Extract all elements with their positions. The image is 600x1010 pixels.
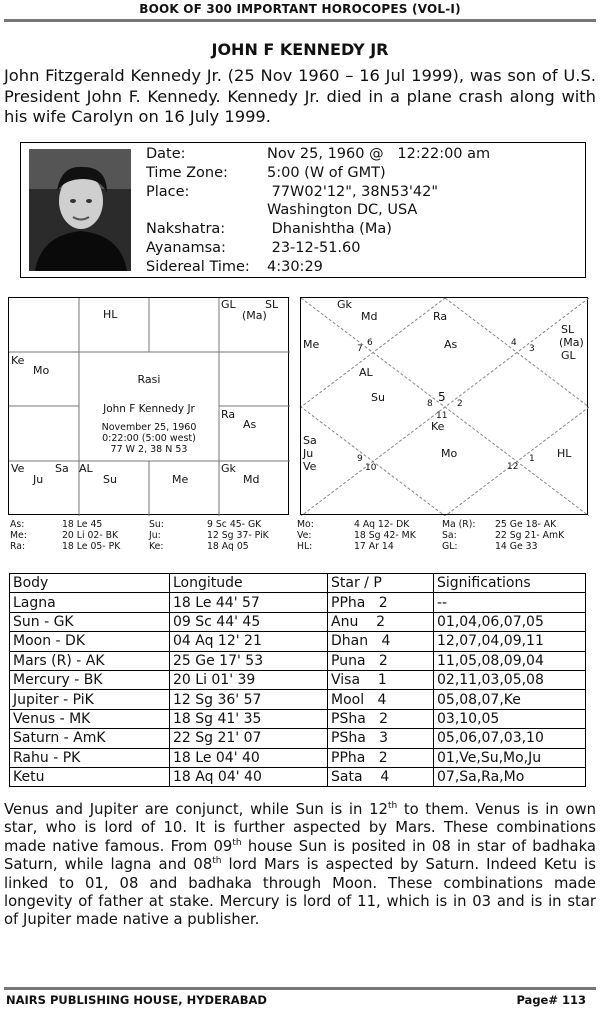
table-cell: 25 Ge 17' 53 — [170, 651, 328, 670]
pos-value: 18 Sg 42- MK — [354, 530, 416, 541]
table-row — [10, 767, 586, 786]
rasi-label-sa: Sa — [55, 462, 69, 475]
nav-house-8: 8 — [427, 399, 433, 409]
positions-row — [10, 519, 595, 530]
label: Ayanamsa: — [146, 239, 226, 256]
planets-table — [9, 573, 586, 787]
nav-label-gl: GL — [561, 349, 576, 362]
pos-value: 12 Sg 37- PiK — [207, 530, 269, 541]
pos-key: Mo: — [297, 519, 314, 530]
nav-label-hl: HL — [557, 447, 572, 460]
label: Date: — [146, 146, 186, 162]
table-cell: 09 Sc 44' 45 — [170, 612, 328, 631]
birth-row-place — [146, 183, 490, 202]
table-cell: 11,05,08,09,04 — [434, 651, 586, 670]
table-cell: 04 Aq 12' 21 — [170, 632, 328, 651]
table-cell: 03,10,05 — [434, 709, 586, 728]
table-cell: Anu 2 — [328, 612, 434, 631]
birth-row-ayanamsa — [146, 239, 490, 258]
birth-row-timezone — [146, 164, 490, 183]
label: Nakshatra: — [146, 221, 226, 238]
pos-value: 18 Le 05- PK — [62, 541, 121, 552]
value: 23-12-51.60 — [267, 239, 361, 256]
birth-details — [146, 145, 490, 277]
analysis-superscript: th — [212, 856, 222, 867]
table-cell: PSha 2 — [328, 709, 434, 728]
nav-label-md: Md — [361, 310, 378, 323]
pos-key: Sa: — [442, 530, 457, 541]
nav-house-3: 3 — [529, 344, 535, 354]
table-cell: 01,Ve,Su,Mo,Ju — [434, 748, 586, 767]
table-cell: PSha 3 — [328, 729, 434, 748]
nav-house-4: 4 — [511, 338, 517, 348]
nav-label-me: Me — [303, 338, 320, 351]
navamsa-grid — [301, 298, 589, 516]
table-row — [10, 729, 586, 748]
table-cell: Saturn - AmK — [10, 729, 170, 748]
analysis-paragraph — [4, 801, 596, 930]
analysis-text: lord Mars is aspected by Saturn. Indeed Ketu is linked to 01, 08 and badhaka through Moon. These combinations made longevity of father at stake. Mercury is lord of 11, which is in 03 and is in star of Jupiter made native a publisher. — [4, 856, 596, 929]
pos-value: 18 Aq 05 — [207, 541, 249, 552]
table-row — [10, 632, 586, 651]
analysis-superscript: th — [387, 801, 398, 812]
label: Sidereal Time: — [146, 258, 250, 275]
rasi-label-ju: Ju — [33, 473, 44, 486]
table-cell: 22 Sg 21' 07 — [170, 729, 328, 748]
column-header: Star / P — [328, 574, 434, 593]
rasi-label-gk: Gk — [221, 462, 236, 475]
header-rule — [4, 19, 596, 22]
table-cell: Mercury - BK — [10, 670, 170, 689]
table-cell: Visa 1 — [328, 670, 434, 689]
rasi-label-gl: GL — [221, 298, 236, 311]
table-row — [10, 709, 586, 728]
table-cell: Dhan 4 — [328, 632, 434, 651]
analysis-text: Venus and Jupiter are conjunct, while Sun is in 12 — [4, 801, 388, 818]
pos-key: Ke: — [149, 541, 164, 552]
table-cell: 12 Sg 36' 57 — [170, 690, 328, 709]
table-cell: -- — [434, 593, 586, 612]
table-cell: 05,08,07,Ke — [434, 690, 586, 709]
table-cell: Mool 4 — [328, 690, 434, 709]
nav-house-5: 5 — [438, 390, 446, 404]
table-cell: 05,06,07,03,10 — [434, 729, 586, 748]
nav-house-11: 11 — [436, 411, 448, 421]
birth-info-box — [20, 142, 586, 278]
birth-row-sidereal — [146, 258, 490, 277]
nav-house-6: 6 — [367, 338, 373, 348]
table-cell: Rahu - PK — [10, 748, 170, 767]
pos-key: Su: — [149, 519, 164, 530]
table-cell: 02,11,03,05,08 — [434, 670, 586, 689]
table-cell: Ketu — [10, 767, 170, 786]
nav-label-gk: Gk — [337, 298, 352, 311]
table-header-row — [10, 574, 586, 593]
table-cell: PPha 2 — [328, 593, 434, 612]
rasi-label-al: AL — [79, 462, 93, 475]
pos-value: 20 Li 02- BK — [62, 530, 119, 541]
pos-value: 9 Sc 45- GK — [207, 519, 262, 530]
nav-label-su: Su — [371, 391, 385, 404]
pos-value: 22 Sg 21- AmK — [495, 530, 565, 541]
nav-house-1: 1 — [529, 454, 535, 464]
table-cell: Venus - MK — [10, 709, 170, 728]
rasi-label-ra: Ra — [221, 408, 236, 421]
nav-label-sl: SL — [561, 323, 575, 336]
table-cell: Jupiter - PiK — [10, 690, 170, 709]
nav-house-2: 2 — [457, 399, 463, 409]
nav-label-ke: Ke — [431, 420, 445, 433]
rasi-label-sl: SL — [265, 298, 279, 311]
table-cell: 01,04,06,07,05 — [434, 612, 586, 631]
birth-row-city — [146, 201, 490, 220]
planet-positions-summary — [10, 519, 595, 552]
table-row — [10, 670, 586, 689]
table-cell: 18 Sg 41' 35 — [170, 709, 328, 728]
nav-house-10: 10 — [365, 463, 377, 473]
page-number: Page# 113 — [516, 993, 586, 1007]
rasi-label-ke: Ke — [11, 354, 25, 367]
pos-key: Ra: — [10, 541, 26, 552]
book-header: BOOK OF 300 IMPORTANT HOROCOPES (VOL-I) — [139, 2, 461, 16]
table-row — [10, 612, 586, 631]
value: Washington DC, USA — [267, 202, 418, 219]
pos-key: HL: — [297, 541, 313, 552]
table-cell: Sun - GK — [10, 612, 170, 631]
label: Place: — [146, 183, 190, 200]
pos-key: GL: — [442, 541, 458, 552]
rasi-center-time: 0:22:00 (5:00 west) — [102, 433, 196, 444]
analysis-text: to them. Venus is in own star, who is lord of 10. It is further aspected by Mars. These combinations made native famous. From 09 — [4, 801, 596, 855]
nav-label-ma: (Ma) — [559, 336, 584, 349]
table-cell: Mars (R) - AK — [10, 651, 170, 670]
birth-row-nakshatra — [146, 220, 490, 239]
rasi-label-hl: HL — [103, 308, 118, 321]
table-cell: Moon - DK — [10, 632, 170, 651]
publisher-footer: NAIRS PUBLISHING HOUSE, HYDERABAD — [6, 993, 267, 1007]
rasi-center-coords: 77 W 2, 38 N 53 — [110, 444, 188, 455]
pos-value: 4 Aq 12- DK — [354, 519, 410, 530]
column-header: Significations — [434, 574, 586, 593]
pos-key: Ju: — [149, 530, 161, 541]
table-cell: PPha 2 — [328, 748, 434, 767]
portrait-photo — [21, 143, 139, 277]
positions-row — [10, 530, 595, 541]
table-cell: 18 Le 44' 57 — [170, 593, 328, 612]
value: 4:30:29 — [267, 258, 323, 275]
analysis-text: house Sun is posited in 08 in star of badhaka Saturn, while lagna and 08 — [4, 837, 596, 874]
page-title: JOHN F KENNEDY JR — [211, 40, 389, 59]
pos-value: 14 Ge 33 — [495, 541, 538, 552]
rasi-label-as: As — [243, 418, 257, 431]
table-cell: Puna 2 — [328, 651, 434, 670]
nav-label-al: AL — [359, 366, 373, 379]
pos-key: As: — [10, 519, 25, 530]
value: 5:00 (W of GMT) — [267, 164, 386, 181]
rasi-label-ma: (Ma) — [242, 309, 267, 322]
pos-key: Ma (R): — [442, 519, 476, 530]
rasi-label-me: Me — [172, 473, 189, 486]
pos-value: 17 Ar 14 — [354, 541, 394, 552]
nav-label-ve: Ve — [303, 460, 317, 473]
table-cell: 20 Li 01' 39 — [170, 670, 328, 689]
label: Time Zone: — [146, 164, 228, 181]
rasi-label-md: Md — [243, 473, 260, 486]
rasi-label-mo: Mo — [33, 364, 50, 377]
table-cell: Lagna — [10, 593, 170, 612]
value: Dhanishtha (Ma) — [267, 221, 392, 238]
table-cell: Sata 4 — [328, 767, 434, 786]
rasi-center-name: John F Kennedy Jr — [103, 403, 195, 415]
pos-key: Me: — [10, 530, 27, 541]
nav-house-9: 9 — [357, 454, 363, 464]
rasi-center-date: November 25, 1960 — [101, 422, 197, 433]
portrait-silhouette-icon — [21, 143, 139, 277]
pos-value: 25 Ge 18- AK — [495, 519, 557, 530]
table-cell: 18 Le 04' 40 — [170, 748, 328, 767]
table-row — [10, 651, 586, 670]
rasi-label-ve: Ve — [11, 462, 25, 475]
table-cell: 07,Sa,Ra,Mo — [434, 767, 586, 786]
positions-row — [10, 541, 595, 552]
birth-row-date — [146, 145, 490, 164]
column-header: Longitude — [170, 574, 328, 593]
nav-label-mo: Mo — [441, 447, 458, 460]
table-row — [10, 690, 586, 709]
rasi-label-su: Su — [103, 473, 117, 486]
value: 77W02'12", 38N53'42" — [267, 183, 439, 200]
table-cell: 18 Aq 04' 40 — [170, 767, 328, 786]
table-row — [10, 748, 586, 767]
table-row — [10, 593, 586, 612]
nav-label-sa: Sa — [303, 434, 317, 447]
rasi-center-title: Rasi — [137, 373, 161, 386]
nav-house-12: 12 — [507, 462, 519, 472]
label — [146, 201, 267, 220]
nav-label-as: As — [444, 338, 458, 351]
navamsa-chart — [300, 297, 588, 515]
nav-label-ra: Ra — [433, 310, 448, 323]
value: Nov 25, 1960 @ 12:22:00 am — [267, 146, 491, 162]
column-header: Body — [10, 574, 170, 593]
nav-label-ju: Ju — [303, 447, 314, 460]
intro-paragraph: John Fitzgerald Kennedy Jr. (25 Nov 1960 – 16 Jul 1999), was son of U.S. President John F. Kennedy. Kennedy Jr. died in a plane crash along with his wife Carolyn on 16 July 1999. — [4, 66, 596, 126]
rasi-chart — [8, 297, 289, 515]
pos-key: Ve: — [297, 530, 312, 541]
pos-value: 18 Le 45 — [62, 519, 103, 530]
table-cell: 12,07,04,09,11 — [434, 632, 586, 651]
footer-rule — [4, 987, 596, 990]
analysis-superscript: th — [232, 837, 242, 848]
nav-house-7: 7 — [357, 344, 363, 354]
